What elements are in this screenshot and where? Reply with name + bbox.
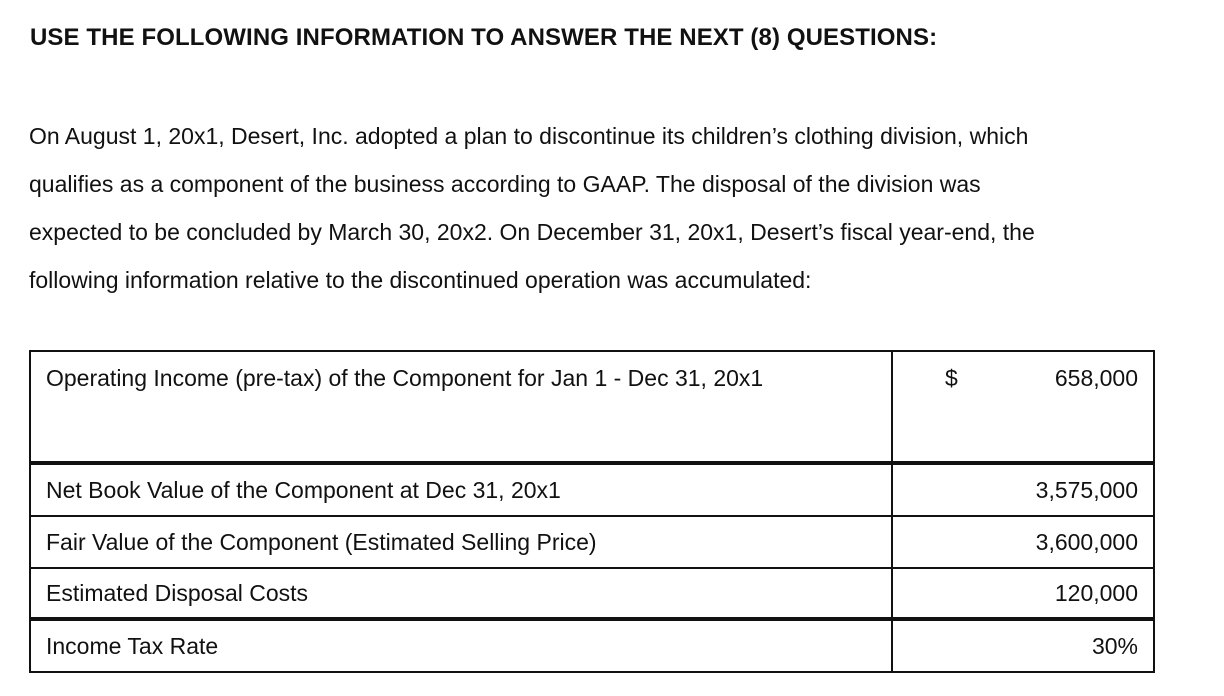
row-value: 120,000 bbox=[1054, 579, 1138, 606]
row-value: 658,000 bbox=[1054, 365, 1138, 391]
row-amount bbox=[892, 619, 1154, 672]
paragraph-line: following information relative to the discontinued operation was accumulated: bbox=[29, 267, 812, 293]
problem-paragraph bbox=[29, 112, 1219, 304]
row-label: Operating Income (pre-tax) of the Component for Jan 1 - Dec 31, 20x1 bbox=[30, 351, 892, 463]
row-label: Net Book Value of the Component at Dec 31, 20x1 bbox=[30, 463, 892, 516]
table-row bbox=[30, 463, 1154, 516]
paragraph-line: On August 1, 20x1, Desert, Inc. adopted a plan to discontinue its children’s clothing division, which bbox=[29, 123, 1029, 149]
row-label: Estimated Disposal Costs bbox=[30, 568, 892, 619]
paragraph-line: qualifies as a component of the business according to GAAP. The disposal of the division was bbox=[29, 171, 981, 197]
row-label: Income Tax Rate bbox=[30, 619, 892, 672]
table-row bbox=[30, 619, 1154, 672]
table-row bbox=[30, 516, 1154, 568]
table-row bbox=[30, 351, 1154, 463]
row-amount bbox=[892, 463, 1154, 516]
row-value: 3,600,000 bbox=[1035, 528, 1138, 555]
row-label: Fair Value of the Component (Estimated Selling Price) bbox=[30, 516, 892, 568]
row-amount bbox=[892, 568, 1154, 619]
row-value: 30% bbox=[1091, 632, 1138, 659]
table-row bbox=[30, 568, 1154, 619]
row-amount bbox=[892, 351, 1154, 463]
paragraph-line: expected to be concluded by March 30, 20x2. On December 31, 20x1, Desert’s fiscal year-end, the bbox=[29, 219, 1035, 245]
row-value: 3,575,000 bbox=[1035, 476, 1138, 503]
row-amount bbox=[892, 516, 1154, 568]
currency-symbol: $ bbox=[945, 365, 958, 391]
page-heading: USE THE FOLLOWING INFORMATION TO ANSWER THE NEXT (8) QUESTIONS: bbox=[30, 24, 938, 51]
component-info-table bbox=[29, 350, 1155, 673]
